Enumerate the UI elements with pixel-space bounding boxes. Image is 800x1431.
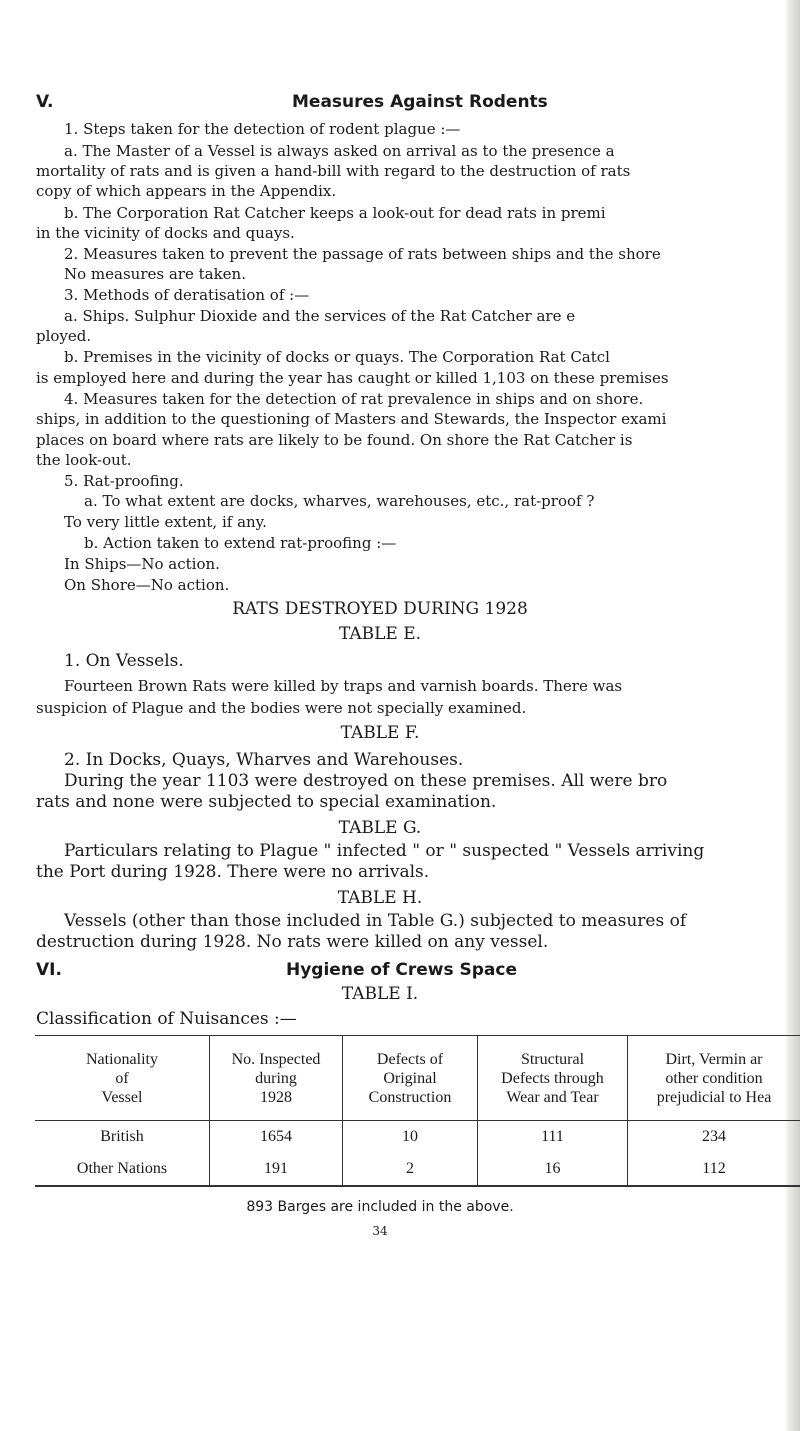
table-row	[35, 1121, 800, 1154]
text-line: 2. In Docks, Quays, Wharves and Warehouses.	[64, 750, 464, 770]
text-line: b. The Corporation Rat Catcher keeps a look-out for dead rats in premi	[64, 204, 606, 222]
text-line: Fourteen Brown Rats were killed by traps and varnish boards. There was	[64, 677, 623, 695]
text-line: the Port during 1928. There were no arrivals.	[36, 862, 430, 882]
table-f-heading: TABLE F.	[340, 723, 420, 743]
cell-structural-defects: 16	[478, 1153, 628, 1186]
table-row	[35, 1153, 800, 1186]
nuisance-table	[35, 1035, 800, 1187]
section-v-number: V.	[36, 92, 54, 112]
section-vi-title: Hygiene of Crews Space	[286, 960, 518, 980]
table-i-heading: TABLE I.	[341, 984, 419, 1004]
cell-inspected: 191	[210, 1153, 343, 1186]
text-line: the look-out.	[36, 451, 132, 469]
page-edge-shadow	[786, 0, 800, 1431]
text-line: During the year 1103 were destroyed on these premises. All were bro	[64, 771, 668, 791]
table-h-heading: TABLE H.	[337, 888, 423, 908]
col-header-original-defects: Defects of Original Construction	[343, 1036, 478, 1121]
cell-inspected: 1654	[210, 1121, 343, 1154]
text-line: No measures are taken.	[64, 265, 246, 283]
text-line: suspicion of Plague and the bodies were not specially examined.	[36, 699, 527, 717]
text-line: ployed.	[36, 327, 92, 345]
text-line: rats and none were subjected to special examination.	[36, 792, 497, 812]
cell-nationality: British	[35, 1121, 210, 1154]
text-line: destruction during 1928. No rats were killed on any vessel.	[36, 932, 549, 952]
text-line: b. Action taken to extend rat-proofing :—	[84, 534, 397, 552]
text-line: ships, in addition to the questioning of Masters and Stewards, the Inspector exami	[36, 410, 667, 428]
text-line: copy of which appears in the Appendix.	[36, 182, 337, 200]
text-line: is employed here and during the year has caught or killed 1,103 on these premises	[36, 369, 669, 387]
text-line: To very little extent, if any.	[64, 513, 267, 531]
cell-nationality: Other Nations	[35, 1153, 210, 1186]
text-line: places on board where rats are likely to be found. On shore the Rat Catcher is	[36, 431, 633, 449]
text-line: On Shore—No action.	[64, 576, 230, 594]
table-header-row	[35, 1036, 800, 1121]
cell-dirt-vermin: 234	[702, 1128, 726, 1145]
text-line: 2. Measures taken to prevent the passage of rats between ships and the shore	[64, 245, 661, 263]
text-line: Vessels (other than those included in Table G.) subjected to measures of	[64, 911, 687, 931]
text-line: 3. Methods of deratisation of :—	[64, 286, 310, 304]
text-line: Particulars relating to Plague " infected " or " suspected " Vessels arriving	[64, 841, 705, 861]
page-number: 34	[372, 1224, 388, 1238]
text-line: b. Premises in the vicinity of docks or quays. The Corporation Rat Catcl	[64, 348, 610, 366]
col-header-structural-defects: Structural Defects through Wear and Tear	[478, 1036, 628, 1121]
table-g-heading: TABLE G.	[338, 818, 422, 838]
text-line: mortality of rats and is given a hand-bill with regard to the destruction of rats	[36, 162, 631, 180]
section-vi-number: VI.	[36, 960, 62, 980]
text-line: in the vicinity of docks and quays.	[36, 224, 295, 242]
cell-original-defects: 10	[343, 1121, 478, 1154]
text-line: a. Ships. Sulphur Dioxide and the services of the Rat Catcher are e	[64, 307, 576, 325]
text-line: a. To what extent are docks, wharves, warehouses, etc., rat-proof ?	[84, 492, 595, 510]
text-line: 1. Steps taken for the detection of rodent plague :—	[64, 120, 461, 138]
classification-label: Classification of Nuisances :—	[36, 1009, 297, 1029]
cell-structural-defects: 111	[478, 1121, 628, 1154]
rats-heading: RATS DESTROYED DURING 1928	[232, 599, 528, 619]
text-line: 5. Rat-proofing.	[64, 472, 184, 490]
col-header-nationality: Nationality of Vessel	[35, 1036, 210, 1121]
section-v-title: Measures Against Rodents	[292, 92, 548, 112]
text-line: In Ships—No action.	[64, 555, 220, 573]
text-line: 4. Measures taken for the detection of rat prevalence in ships and on shore.	[64, 390, 644, 408]
cell-dirt-vermin: 112	[628, 1153, 800, 1186]
text-line: a. The Master of a Vessel is always asked on arrival as to the presence a	[64, 142, 615, 160]
col-header-dirt-vermin: Dirt, Vermin ar other condition prejudicial to Hea	[628, 1036, 800, 1121]
footnote: 893 Barges are included in the above.	[246, 1199, 514, 1215]
text-line: 1. On Vessels.	[64, 651, 184, 671]
table-e-heading: TABLE E.	[338, 624, 422, 644]
cell-original-defects: 2	[343, 1153, 478, 1186]
col-header-inspected: No. Inspected during 1928	[210, 1036, 343, 1121]
